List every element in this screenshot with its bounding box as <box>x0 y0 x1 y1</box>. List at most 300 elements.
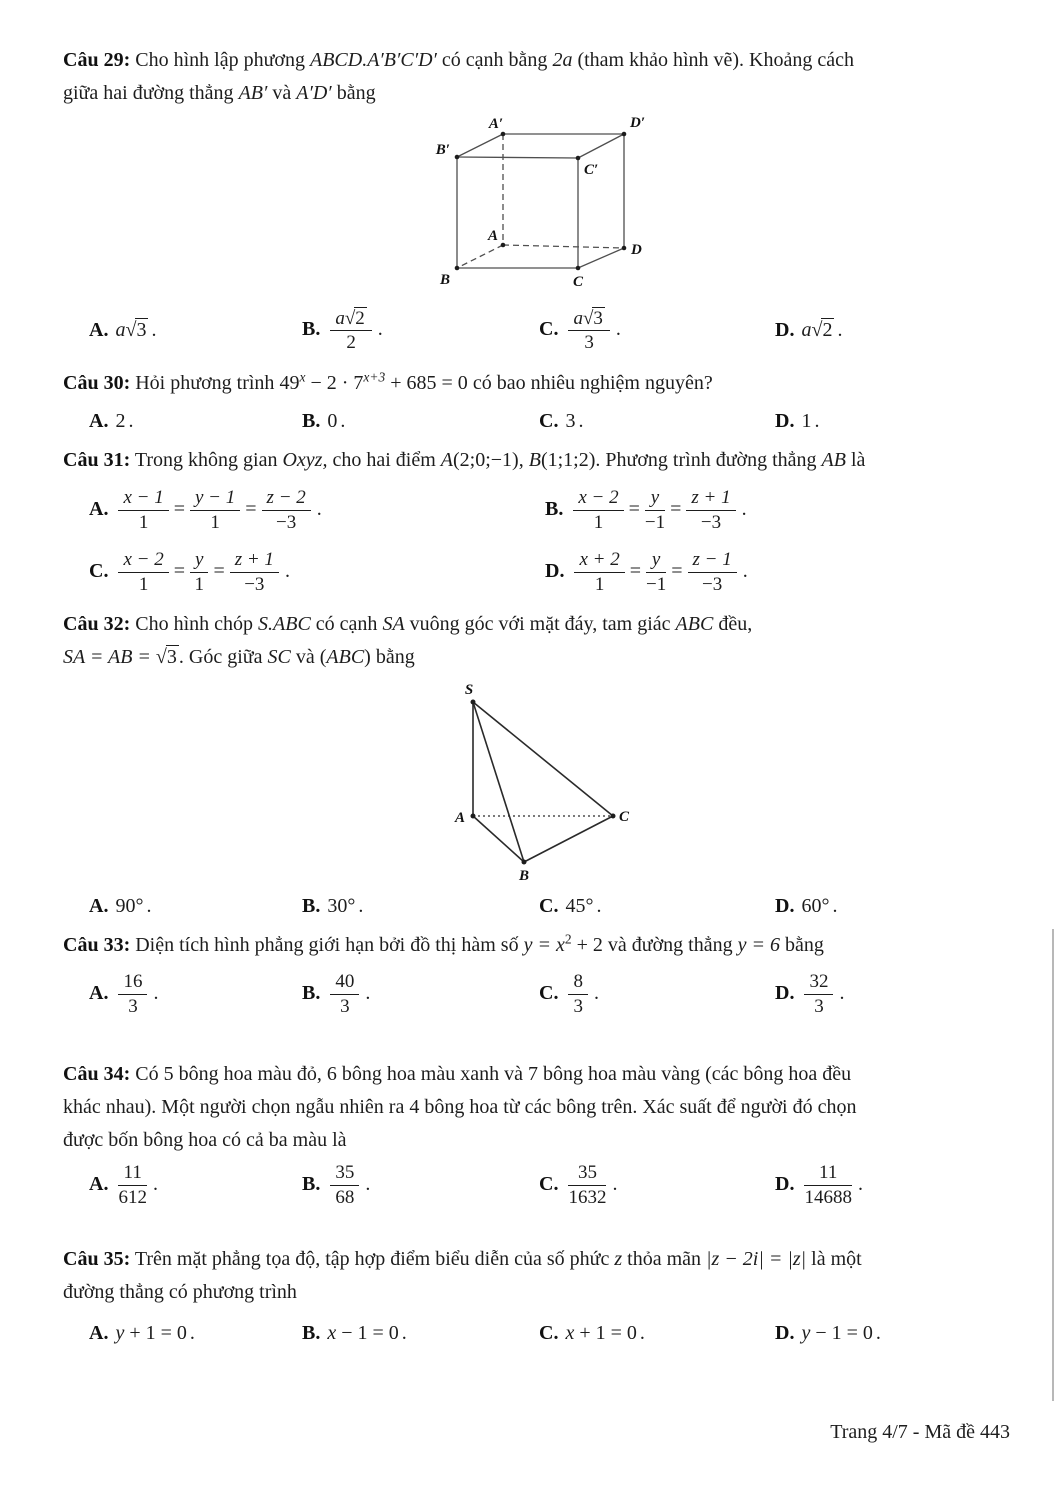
q32-math-abc: ABC <box>675 613 714 635</box>
fraction <box>804 1162 852 1208</box>
q35-answer-b-var: x <box>327 1321 337 1344</box>
question-32 <box>63 608 1005 920</box>
q32-answer-b-label: B. <box>302 894 321 917</box>
pyramid-figure-svg <box>435 682 650 887</box>
fraction <box>686 487 735 533</box>
q31-answer-a-label: A. <box>89 497 109 520</box>
pyramid-figure <box>435 682 1005 887</box>
q35-answer-c-label: C. <box>539 1321 559 1344</box>
fraction-numerator: z + 1 <box>230 549 279 572</box>
q29-text-4: giữa hai đường thẳng <box>63 82 239 104</box>
fraction-denominator: 1 <box>593 511 604 533</box>
fraction-denominator: 1 <box>138 573 149 595</box>
question-30-text <box>63 367 1005 400</box>
q34-answer-d-label: D. <box>775 1172 795 1195</box>
q32-answer-a-value: 90° <box>115 894 144 917</box>
period: . <box>814 409 820 432</box>
fraction-numerator: x − 2 <box>118 549 168 572</box>
equals-sign: = <box>173 497 185 520</box>
q32-math-abc-plane: ABC <box>326 646 365 668</box>
fraction-numerator: y <box>646 549 666 572</box>
fraction <box>118 971 147 1017</box>
q35-answer-b-label: B. <box>302 1321 321 1344</box>
fraction-denominator: −1 <box>644 511 666 533</box>
q31-answer-c-label: C. <box>89 559 109 582</box>
q30-answer-d-value: 1 <box>801 409 812 432</box>
fraction-numerator: 16 <box>118 971 147 994</box>
question-30 <box>63 367 1005 435</box>
sqrt-expression <box>583 308 605 329</box>
period: . <box>284 559 290 582</box>
q35-answer-c-value: + 1 = 0 <box>574 1321 637 1344</box>
fraction <box>330 971 359 1017</box>
q34-answer-b-label: B. <box>302 1172 321 1195</box>
pyramid-vertex-dot <box>522 860 527 865</box>
cube-vertex-dot <box>622 246 627 251</box>
fraction-numerator: y − 1 <box>190 487 240 510</box>
q33-answer-d <box>775 971 1005 1017</box>
period: . <box>857 1172 863 1195</box>
fraction <box>118 1162 147 1208</box>
q29-answer-b <box>302 307 539 354</box>
fraction <box>688 549 737 595</box>
q35-text-1: Trên mặt phẳng tọa độ, tập hợp điểm biểu diễn của số phức <box>134 1248 615 1270</box>
period: . <box>151 319 157 341</box>
fraction <box>568 1162 606 1208</box>
q35-answer-a-value: + 1 = 0 <box>124 1321 187 1344</box>
q31-point-a-coords: (2;0;−1), <box>453 449 529 471</box>
cube-label-d-prime: D′ <box>630 115 646 131</box>
sqrt-expression <box>125 319 148 341</box>
q31-point-a-name: A <box>440 449 453 471</box>
fraction-denominator: −3 <box>702 573 723 595</box>
q32-answer-c-value: 45° <box>565 894 594 917</box>
period: . <box>365 981 371 1004</box>
q30-answer-b-label: B. <box>302 409 321 432</box>
q29-math-ab: AB′ <box>238 82 273 104</box>
q31-answer-c <box>89 549 545 595</box>
fraction-denominator: −3 <box>276 511 297 533</box>
fraction-denominator: 3 <box>128 995 138 1017</box>
equals-sign: = <box>670 497 682 520</box>
question-31-answers-row-1 <box>63 481 1005 539</box>
q33-answer-c <box>539 971 775 1017</box>
q29-text-3: (tham khảo hình vẽ). Khoảng cách <box>577 49 855 71</box>
sqrt-radicand: 2 <box>822 319 833 341</box>
pyramid-label-a: A <box>454 810 465 826</box>
period: . <box>593 981 599 1004</box>
cube-label-c-prime: C′ <box>584 162 599 178</box>
equals-sign: = <box>245 497 257 520</box>
period: . <box>358 894 364 917</box>
coeff: a <box>335 307 345 329</box>
q34-answer-d <box>775 1162 1005 1208</box>
fraction-numerator: y <box>190 549 208 572</box>
period: . <box>340 409 346 432</box>
fraction-numerator: 32 <box>804 971 833 994</box>
q29-answer-a-coeff: a <box>115 319 126 341</box>
fraction-numerator: z + 1 <box>686 487 735 510</box>
sqrt-expression <box>156 646 179 668</box>
q31-text-3: . Phương trình đường thẳng <box>595 449 822 471</box>
q31-point-b-name: B <box>528 449 541 471</box>
sqrt-sign: √ <box>811 319 823 341</box>
q32-answer-b <box>302 895 539 918</box>
cube-vertex-dot <box>455 155 460 160</box>
period: . <box>152 1172 158 1195</box>
exp-x: x <box>299 369 306 385</box>
q30-answer-b-value: 0 <box>327 409 338 432</box>
fraction-numerator: 40 <box>330 971 359 994</box>
q29-answer-b-label: B. <box>302 317 321 340</box>
q29-math-ad: A′D′ <box>296 82 337 104</box>
period: . <box>875 1321 881 1344</box>
question-34-answers <box>63 1157 1005 1213</box>
fraction <box>804 971 833 1017</box>
sqrt-sign: √ <box>344 307 356 329</box>
q30-answer-c-value: 3 <box>565 409 576 432</box>
q35-answer-a-var: y <box>115 1321 125 1344</box>
q32-text-5: . Góc giữa <box>178 646 268 668</box>
sqrt-expression <box>811 319 834 341</box>
fraction-numerator: x + 2 <box>574 549 624 572</box>
q30-answer-d <box>775 410 1005 433</box>
q31-text-2: cho hai điểm <box>327 449 441 471</box>
q33-math-line: y = 6 <box>737 934 780 956</box>
q33-math-parabola: y = x <box>523 934 565 956</box>
question-30-answers <box>63 407 1005 435</box>
q34-answer-c <box>539 1162 775 1208</box>
q29-answer-c-label: C. <box>539 317 559 340</box>
q35-answer-c <box>539 1322 775 1345</box>
fraction <box>330 307 371 354</box>
q34-answer-a <box>89 1162 302 1208</box>
period: . <box>839 981 845 1004</box>
q30-text-2: có bao nhiêu nghiệm nguyên? <box>472 372 713 394</box>
q32-answer-a-label: A. <box>89 894 109 917</box>
q34-answer-a-label: A. <box>89 1172 109 1195</box>
fraction-denominator: 68 <box>335 1186 355 1208</box>
period: . <box>639 1321 645 1344</box>
exp-x3: x+3 <box>363 369 386 385</box>
fraction-numerator: z − 2 <box>262 487 311 510</box>
q29-text-5: và <box>272 82 297 104</box>
q29-math-edge: 2a <box>552 49 578 71</box>
cube-vertex-dot <box>455 266 460 271</box>
q31-math-oxyz: Oxyz, <box>282 449 328 471</box>
q29-text-6: bằng <box>336 82 376 104</box>
pyramid-edge-s-c <box>473 702 613 816</box>
q31-answer-b <box>545 487 1005 533</box>
eq-exponent-2 <box>363 369 385 384</box>
fraction <box>330 1162 359 1208</box>
q35-answer-d <box>775 1322 1005 1345</box>
fraction-denominator: 3 <box>584 332 594 353</box>
q32-text-4: đều, <box>713 613 753 635</box>
period: . <box>153 981 159 1004</box>
eq-base-2: − 2 · 7 <box>305 372 364 394</box>
sqrt-expression <box>345 308 367 329</box>
fraction-denominator: 2 <box>346 332 356 353</box>
cube-vertex-dot <box>576 156 581 161</box>
fraction-denominator: 3 <box>814 995 824 1017</box>
q35-answer-d-var: y <box>801 1321 811 1344</box>
fraction-denominator: 1 <box>194 573 204 595</box>
q29-answer-a-label: A. <box>89 319 109 341</box>
fraction-denominator: 1 <box>594 573 605 595</box>
cube-edge-c-d <box>578 248 624 268</box>
question-34-text <box>63 1058 1005 1157</box>
fraction-denominator: 3 <box>573 995 583 1017</box>
q35-answer-c-var: x <box>565 1321 575 1344</box>
fraction-denominator: −3 <box>244 573 265 595</box>
cube-edge-a-b-hidden <box>457 245 503 268</box>
q35-answer-a <box>89 1322 302 1345</box>
cube-label-d: D <box>631 242 642 258</box>
q32-text-6: và ( <box>290 646 327 668</box>
q34-line-3: được bốn bông hoa có cả ba màu là <box>63 1129 347 1151</box>
equals-sign: = <box>213 559 225 582</box>
cube-edge-cprime-dprime <box>578 134 624 158</box>
question-33-label: Câu 33: <box>63 934 131 956</box>
fraction-denominator: −3 <box>700 511 722 533</box>
q33-answer-c-label: C. <box>539 981 559 1004</box>
cube-vertex-dots <box>455 132 627 271</box>
q32-math-equality: SA = AB = <box>63 646 156 668</box>
cube-edge-bprime-aprime <box>457 134 503 157</box>
q31-text-4: là <box>845 449 866 471</box>
period: . <box>742 559 748 582</box>
pyramid-edges <box>473 702 613 862</box>
question-33-text <box>63 929 1005 962</box>
q32-text-2: có cạnh <box>310 613 383 635</box>
fraction-denominator: 14688 <box>804 1186 852 1208</box>
eq-base-1: 49 <box>279 372 300 394</box>
q32-answer-d-label: D. <box>775 894 795 917</box>
q33-answer-a <box>89 971 302 1017</box>
q32-text-7: ) bằng <box>364 646 415 668</box>
cube-label-a-prime: A′ <box>488 116 504 132</box>
fraction-numerator: x − 2 <box>573 487 623 510</box>
q32-answer-b-value: 30° <box>327 894 356 917</box>
period: . <box>377 317 383 340</box>
q33-text-2: và đường thẳng <box>602 934 738 956</box>
pyramid-label-s: S <box>464 682 474 698</box>
q31-math-ab: AB <box>821 449 846 471</box>
fraction-numerator: 11 <box>118 1162 147 1185</box>
q32-text-1: Cho hình chóp <box>135 613 259 635</box>
sqrt-radicand: 2 <box>355 307 365 329</box>
period: . <box>837 319 843 341</box>
question-33-answers <box>63 966 1005 1022</box>
q35-answer-a-label: A. <box>89 1321 109 1344</box>
q32-text-3: vuông góc với mặt đáy, tam giác <box>404 613 676 635</box>
q30-equation <box>279 369 473 394</box>
sqrt-radicand: 3 <box>166 646 177 668</box>
period: . <box>615 317 621 340</box>
q30-text-1: Hỏi phương trình <box>135 372 280 394</box>
q29-answer-c <box>539 307 775 354</box>
fraction <box>568 307 609 354</box>
fraction <box>230 549 279 595</box>
question-34 <box>63 1058 1005 1213</box>
q35-answer-d-value: − 1 = 0 <box>810 1321 873 1344</box>
q29-text-2: có cạnh bằng <box>441 49 553 71</box>
pyramid-vertex-dot <box>471 700 476 705</box>
fraction-denominator: 612 <box>118 1186 147 1208</box>
fraction-denominator: 1 <box>138 511 149 533</box>
cube-edge-a-d-hidden <box>503 245 624 248</box>
question-31-text <box>63 444 1005 477</box>
fraction <box>646 549 666 595</box>
question-30-label: Câu 30: <box>63 372 131 394</box>
cube-vertex-dot <box>576 266 581 271</box>
question-29-label: Câu 29: <box>63 49 131 71</box>
question-32-text <box>63 608 1005 674</box>
q30-answer-c <box>539 410 775 433</box>
q35-answer-d-label: D. <box>775 1321 795 1344</box>
coeff: a <box>573 307 583 329</box>
page-edge-line <box>1052 929 1054 1401</box>
fraction <box>262 487 311 533</box>
question-31-label: Câu 31: <box>63 449 131 471</box>
question-29-text <box>63 44 1005 110</box>
question-29-answers <box>63 302 1005 358</box>
fraction <box>574 549 624 595</box>
fraction-denominator: −1 <box>646 573 667 595</box>
question-29 <box>63 44 1005 358</box>
question-31-answers-row-2 <box>63 543 1005 601</box>
cube-edges <box>457 134 624 268</box>
sqrt-sign: √ <box>582 307 594 329</box>
q34-answer-c-label: C. <box>539 1172 559 1195</box>
cube-edge-bprime-cprime <box>457 157 578 158</box>
q32-answer-c <box>539 895 775 918</box>
equals-sign: = <box>628 497 640 520</box>
q33-exponent: 2 <box>564 931 572 947</box>
question-31 <box>63 444 1005 601</box>
cube-vertex-dot <box>622 132 627 137</box>
q35-math-z: z <box>614 1248 623 1270</box>
cube-vertex-dot <box>501 132 506 137</box>
q35-text-3: là một <box>806 1248 862 1270</box>
fraction <box>573 487 623 533</box>
fraction <box>568 971 588 1017</box>
fraction <box>645 487 665 533</box>
fraction-numerator: x − 1 <box>118 487 168 510</box>
q31-point-b-coords: (1;1;2) <box>540 449 596 471</box>
fraction-numerator <box>330 307 371 331</box>
period: . <box>741 497 747 520</box>
q34-line-2: khác nhau). Một người chọn ngẫu nhiên ra 4 bông hoa từ các bông trên. Xác suất để người đó chọn <box>63 1096 857 1118</box>
q35-math-modulus: |z − 2i| = |z| <box>706 1248 807 1270</box>
q30-answer-a-label: A. <box>89 409 109 432</box>
cube-label-b: B <box>439 272 450 288</box>
fraction-denominator: 3 <box>340 995 350 1017</box>
fraction <box>118 549 168 595</box>
q30-answer-d-label: D. <box>775 409 795 432</box>
q32-answer-a <box>89 895 302 918</box>
q35-answer-b-value: − 1 = 0 <box>336 1321 399 1344</box>
q34-answer-b <box>302 1162 539 1208</box>
q33-answer-d-label: D. <box>775 981 795 1004</box>
page-footer: Trang 4/7 - Mã đề 443 <box>830 1421 1010 1443</box>
period: . <box>578 409 584 432</box>
fraction-numerator: z − 1 <box>688 549 737 572</box>
equals-sign: = <box>629 559 641 582</box>
q33-answer-b <box>302 971 539 1017</box>
q35-text-2: thỏa mãn <box>622 1248 707 1270</box>
fraction-denominator: 1 <box>210 511 220 533</box>
q31-answer-b-label: B. <box>545 497 564 520</box>
cube-label-c: C <box>572 274 584 290</box>
cube-figure-svg <box>420 110 682 300</box>
q32-answer-c-label: C. <box>539 894 559 917</box>
fraction <box>190 487 240 533</box>
q34-line-1: Có 5 bông hoa màu đỏ, 6 bông hoa màu xanh và 7 bông hoa màu vàng (các bông hoa đều <box>135 1063 852 1085</box>
q32-math-sabc: S.ABC <box>258 613 311 635</box>
question-33 <box>63 929 1005 1022</box>
q30-answer-b <box>302 410 539 433</box>
period: . <box>365 1172 371 1195</box>
cube-vertex-dot <box>501 243 506 248</box>
equals-sign: = <box>173 559 185 582</box>
question-35-label: Câu 35: <box>63 1248 131 1270</box>
fraction-numerator <box>568 307 609 331</box>
sqrt-radicand: 3 <box>593 307 603 329</box>
period: . <box>189 1321 195 1344</box>
sqrt-sign: √ <box>125 319 137 341</box>
fraction <box>190 549 208 595</box>
q32-math-sc: SC <box>267 646 291 668</box>
fraction-numerator: 35 <box>330 1162 359 1185</box>
q33-answer-b-label: B. <box>302 981 321 1004</box>
question-32-label: Câu 32: <box>63 613 131 635</box>
q32-answer-d-value: 60° <box>801 894 830 917</box>
pyramid-label-b: B <box>518 868 530 884</box>
fraction-numerator: y <box>645 487 665 510</box>
eq-tail: + 685 = 0 <box>385 372 473 394</box>
fraction-numerator: 35 <box>568 1162 606 1185</box>
question-32-answers <box>63 892 1005 920</box>
q33-math-plus2: + 2 <box>571 934 603 956</box>
q30-answer-a <box>89 410 302 433</box>
pyramid-label-c: C <box>619 809 630 825</box>
equals-sign: = <box>671 559 683 582</box>
q29-answer-d-label: D. <box>775 319 795 341</box>
fraction-numerator: 11 <box>804 1162 852 1185</box>
cube-figure <box>420 110 1005 300</box>
cube-label-b-prime: B′ <box>435 142 450 158</box>
question-34-label: Câu 34: <box>63 1063 131 1085</box>
q31-text-1: Trong không gian <box>134 449 283 471</box>
q29-math-cube-name: ABCD.A′B′C′D′ <box>309 49 442 71</box>
question-35 <box>63 1243 1005 1347</box>
pyramid-vertex-dots <box>471 700 616 865</box>
period: . <box>146 894 152 917</box>
period: . <box>128 409 134 432</box>
period: . <box>612 1172 618 1195</box>
pyramid-edge-b-c <box>524 816 613 862</box>
sqrt-radicand: 3 <box>136 319 147 341</box>
q33-text-1: Diện tích hình phẳng giới hạn bởi đồ thị hàm số <box>135 934 524 956</box>
fraction-denominator: 1632 <box>568 1186 607 1208</box>
q29-text-1: Cho hình lập phương <box>135 49 310 71</box>
pyramid-vertex-dot <box>611 814 616 819</box>
q30-answer-c-label: C. <box>539 409 559 432</box>
q33-text-3: bằng <box>779 934 824 956</box>
q29-answer-d <box>775 318 1005 342</box>
